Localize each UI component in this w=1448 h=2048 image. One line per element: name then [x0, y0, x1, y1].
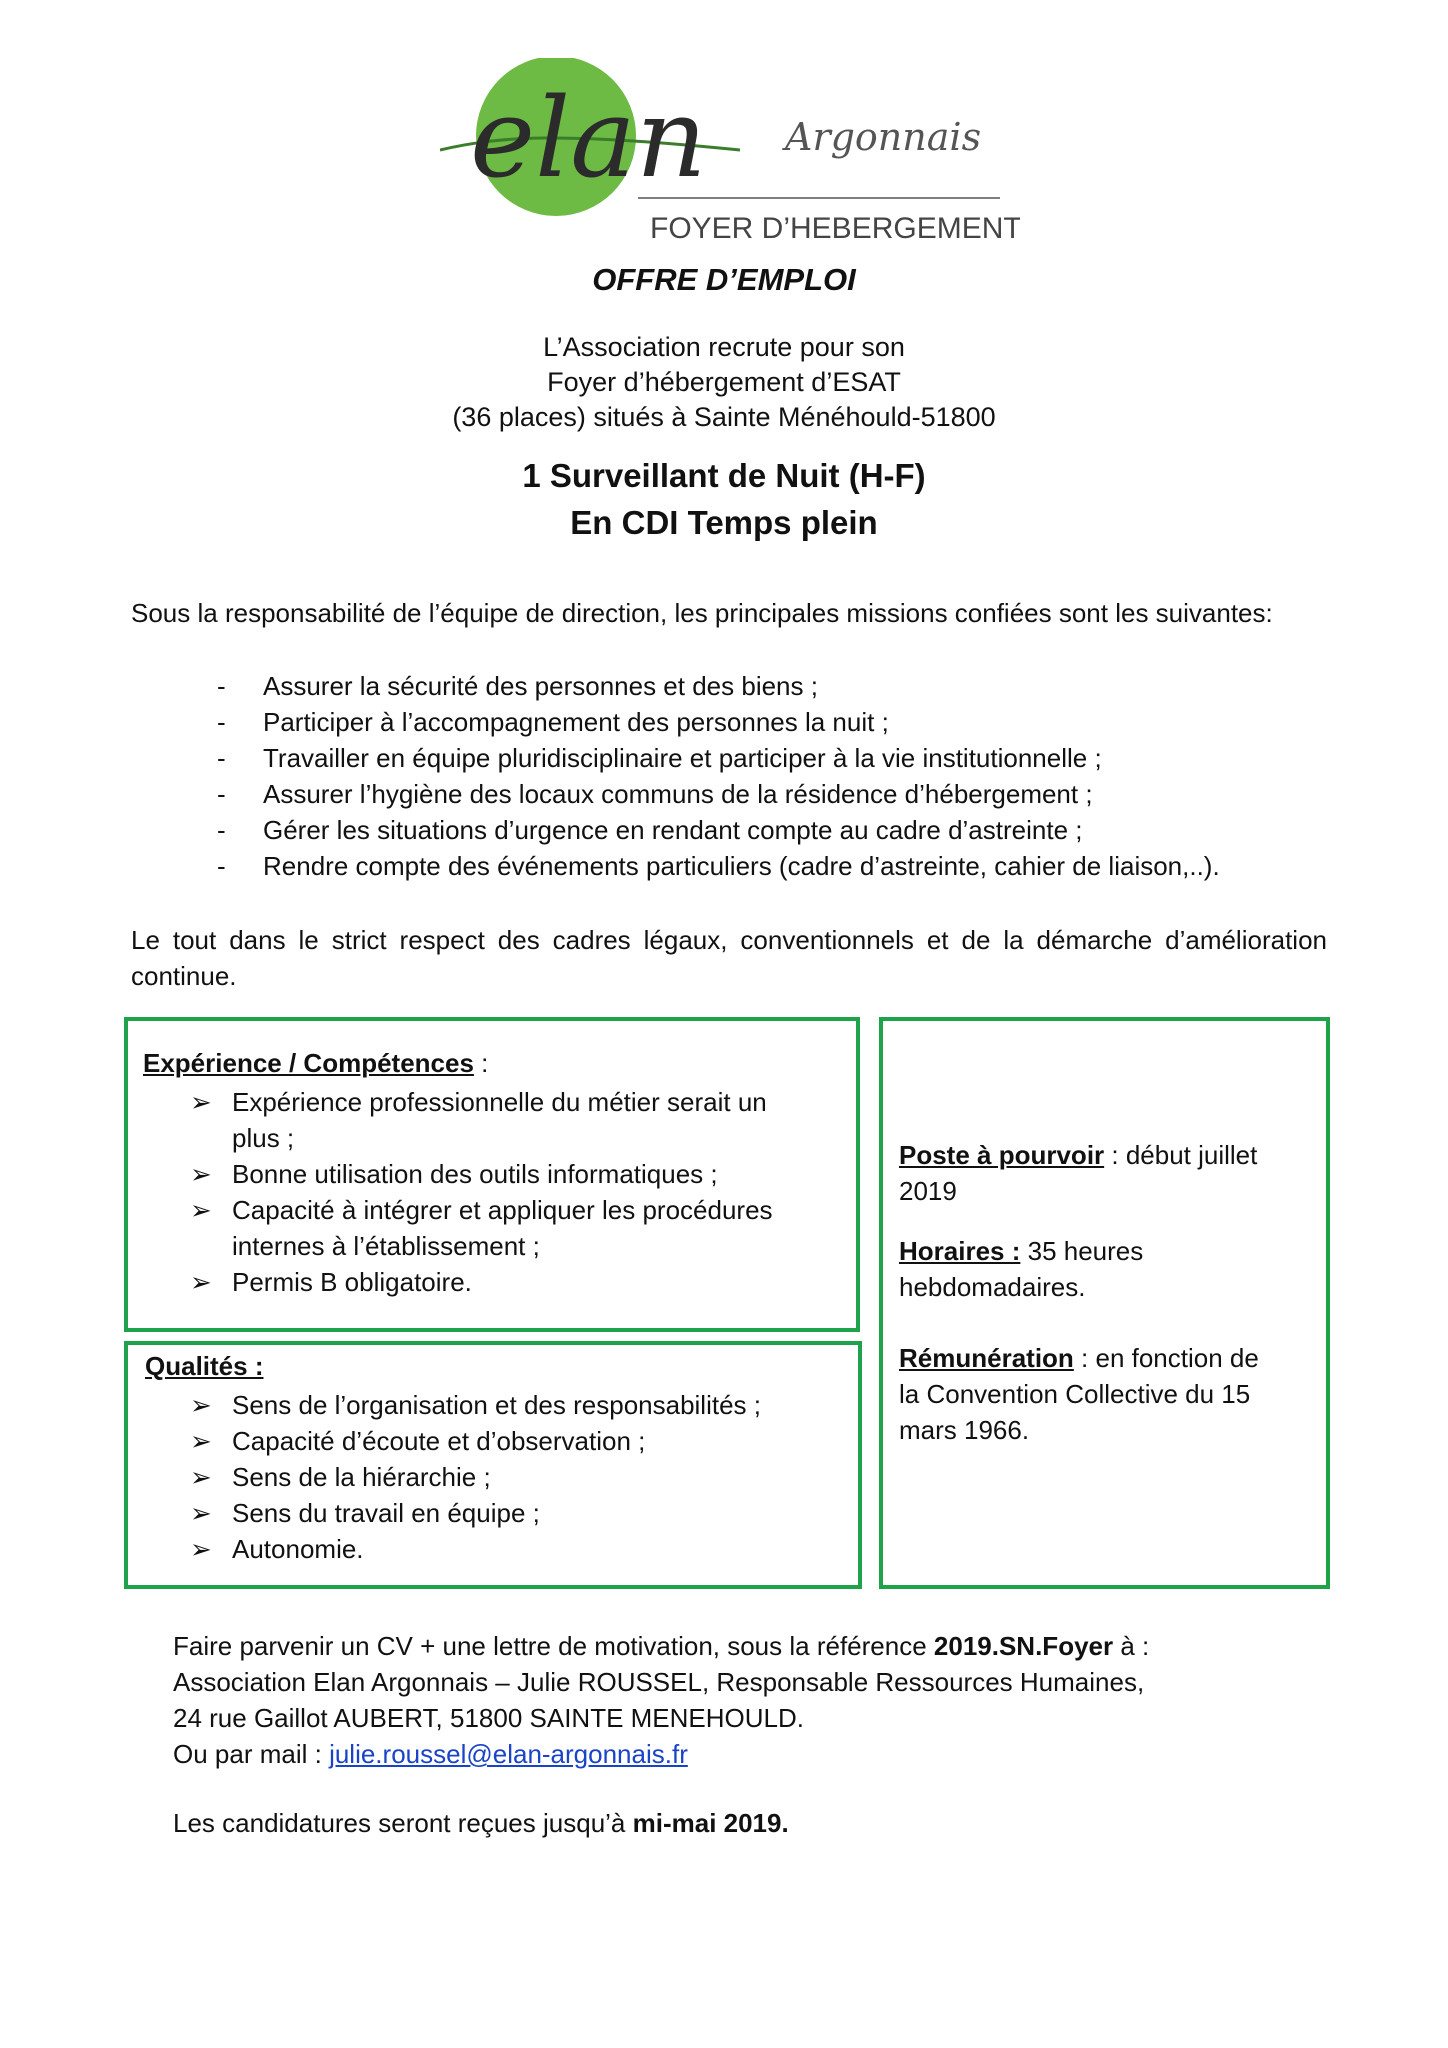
offer-title: OFFRE D’EMPLOI — [592, 262, 856, 297]
footer-line: 24 rue Gaillot AUBERT, 51800 SAINTE MENEHOULD. — [173, 1703, 804, 1733]
arrow-bullet-icon: ➢ — [190, 1087, 212, 1117]
list-item: - Travailler en équipe pluridisciplinaire et participer à la vie institutionnelle ; — [217, 740, 1220, 776]
list-item: ➢ Capacité à intégrer et appliquer les procédures internes à l’établissement ; — [190, 1192, 810, 1264]
footer-line: Association Elan Argonnais – Julie ROUSSEL, Responsable Ressources Humaines, — [173, 1667, 1145, 1697]
job-title: 1 Surveillant de Nuit (H-F) — [522, 457, 926, 494]
logo-subtitle: Argonnais — [785, 115, 982, 159]
qualities-list — [190, 1387, 810, 1567]
remuneration: Rémunération : en fonction de la Convention Collective du 15 mars 1966. — [899, 1343, 1259, 1445]
elan-argonnais-logo — [440, 58, 1020, 248]
missions-lead: Sous la responsabilité de l’équipe de direction, les principales missions confiées sont les suivantes: — [131, 598, 1273, 628]
list-item: - Assurer l’hygiène des locaux communs de la résidence d’hébergement ; — [217, 776, 1220, 812]
dash-bullet: - — [217, 815, 226, 845]
arrow-bullet-icon: ➢ — [190, 1498, 212, 1528]
dash-bullet: - — [217, 779, 226, 809]
list-item: ➢ Bonne utilisation des outils informatiques ; — [190, 1156, 810, 1192]
experience-heading: Expérience / Compétences : — [143, 1048, 489, 1078]
intro-line: (36 places) situés à Sainte Ménéhould-51800 — [452, 402, 996, 432]
intro-line: L’Association recrute pour son — [543, 332, 905, 362]
arrow-bullet-icon: ➢ — [190, 1267, 212, 1297]
arrow-bullet-icon: ➢ — [190, 1462, 212, 1492]
logo-wordmark: elan — [470, 74, 707, 202]
list-item: ➢ Expérience professionnelle du métier serait un plus ; — [190, 1084, 810, 1156]
arrow-bullet-icon: ➢ — [190, 1195, 212, 1225]
arrow-bullet-icon: ➢ — [190, 1534, 212, 1564]
job-title-block — [0, 452, 1448, 546]
logo-tagline: FOYER D’HEBERGEMENT — [650, 212, 1020, 245]
logo-graphic — [440, 58, 1020, 248]
list-item: - Rendre compte des événements particuliers (cadre d’astreinte, cahier de liaison,..). — [217, 848, 1220, 884]
working-hours: Horaires : 35 heures hebdomadaires. — [899, 1236, 1144, 1302]
list-item: ➢ Sens de la hiérarchie ; — [190, 1459, 810, 1495]
application-instructions — [173, 1628, 1353, 1772]
list-item: ➢ Autonomie. — [190, 1531, 810, 1567]
contract-type: En CDI Temps plein — [570, 504, 878, 541]
experience-list — [190, 1084, 810, 1300]
dash-bullet: - — [217, 671, 226, 701]
closing-paragraph: Le tout dans le strict respect des cadres légaux, conventionnels et de la démarche d’amélioration continue. — [131, 925, 1327, 991]
start-date: Poste à pourvoir : début juillet 2019 — [899, 1140, 1258, 1206]
arrow-bullet-icon: ➢ — [190, 1159, 212, 1189]
arrow-bullet-icon: ➢ — [190, 1390, 212, 1420]
list-item: ➢ Sens de l’organisation et des responsabilités ; — [190, 1387, 810, 1423]
dash-bullet: - — [217, 707, 226, 737]
email-link[interactable]: julie.roussel@elan-argonnais.fr — [329, 1739, 688, 1769]
missions-list — [217, 668, 1220, 884]
list-item: ➢ Permis B obligatoire. — [190, 1264, 810, 1300]
reference-code: 2019.SN.Foyer — [933, 1631, 1114, 1661]
list-item: - Participer à l’accompagnement des personnes la nuit ; — [217, 704, 1220, 740]
list-item: - Gérer les situations d’urgence en rendant compte au cadre d’astreinte ; — [217, 812, 1220, 848]
dash-bullet: - — [217, 743, 226, 773]
footer-line: Faire parvenir un CV + une lettre de motivation, sous la référence 2019.SN.Foyer à : — [173, 1631, 1150, 1661]
list-item: - Assurer la sécurité des personnes et des biens ; — [217, 668, 1220, 704]
application-deadline: Les candidatures seront reçues jusqu’à mi-mai 2019. — [173, 1808, 789, 1838]
dash-bullet: - — [217, 851, 226, 881]
intro-line: Foyer d’hébergement d’ESAT — [547, 367, 901, 397]
footer-line: Ou par mail : julie.roussel@elan-argonnais.fr — [173, 1739, 688, 1769]
list-item: ➢ Sens du travail en équipe ; — [190, 1495, 810, 1531]
qualities-heading: Qualités : — [145, 1351, 264, 1381]
list-item: ➢ Capacité d’écoute et d’observation ; — [190, 1423, 810, 1459]
intro-block — [0, 330, 1448, 435]
arrow-bullet-icon: ➢ — [190, 1426, 212, 1456]
